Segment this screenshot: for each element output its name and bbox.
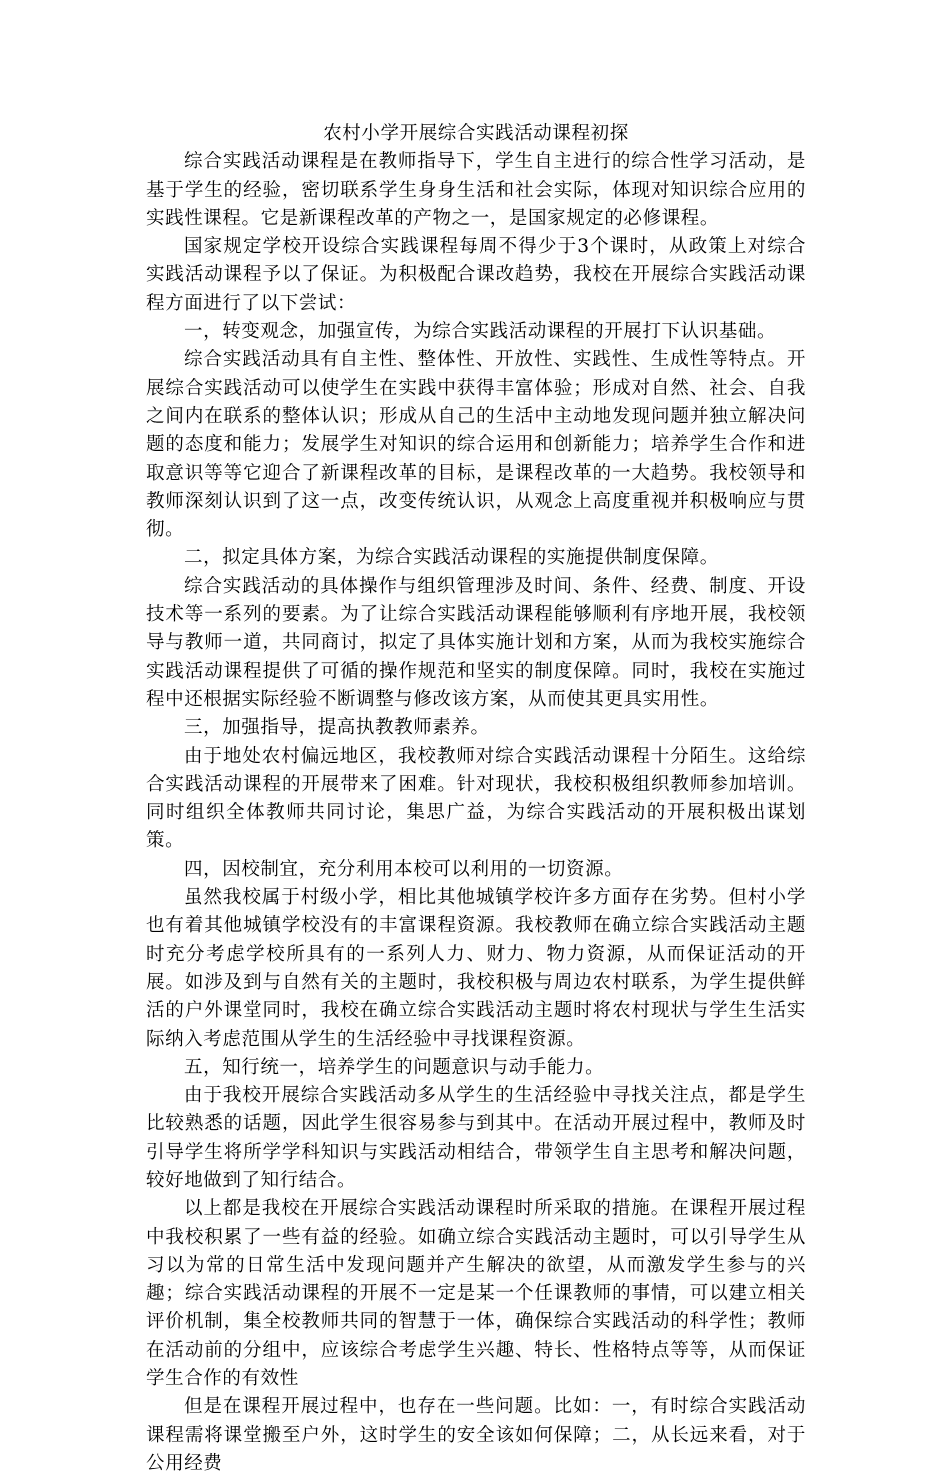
paragraph-section-5: 由于我校开展综合实践活动多从学生的生活经验中寻找关注点，都是学生比较熟悉的话题，因此学生很容易参与到其中。在活动开展过程中，教师及时引导学生将所学学科知识与实践活动相结合，带领学生自主思考和解决问题，较好地做到了知行结合。	[146, 1085, 806, 1191]
paragraph-section-3: 由于地处农村偏远地区，我校教师对综合实践活动课程十分陌生。这给综合实践活动课程的开展带来了困难。针对现状，我校积极组织教师参加培训。同时组织全体教师共同讨论，集思广益，为综合实践活动的开展积极出谋划策。	[146, 745, 806, 852]
section-heading-2: 二，拟定具体方案，为综合实践活动课程的实施提供制度保障。	[184, 547, 719, 569]
paragraph-section-1: 综合实践活动具有自主性、整体性、开放性、实践性、生成性等特点。开展综合实践活动可以使学生在实践中获得丰富体验；形成对自然、社会、自我之间内在联系的整体认识；形成从自己的生活中主动地发现问题并独立解决问题的态度和能力；发展学生对知识的综合运用和创新能力；培养学生合作和进取意识等等它迎合了新课程改革的目标，是课程改革的一大趋势。我校领导和教师深刻认识到了这一点，改变传统认识，从观念上高度重视并积极响应与贯彻。	[146, 349, 806, 541]
section-heading-3: 三，加强指导，提高执教教师素养。	[184, 717, 490, 739]
section-heading-1: 一，转变观念，加强宣传，为综合实践活动课程的开展打下认识基础。	[184, 321, 777, 343]
document-title: 农村小学开展综合实践活动课程初探	[323, 123, 629, 144]
paragraph-summary: 以上都是我校在开展综合实践活动课程时所采取的措施。在课程开展过程中我校积累了一些有益的经验。如确立综合实践活动主题时，可以引导学生从习以为常的日常生活中发现问题并产生解决的欲望，从而激发学生参与的兴趣；综合实践活动课程的开展不一定是某一个任课教师的事情，可以建立相关评价机制，集全校教师共同的智慧于一体，确保综合实践活动的科学性；教师在活动前的分组中，应该综合考虑学生兴趣、特长、性格特点等等，从而保证学生合作的有效性	[146, 1198, 806, 1390]
paragraph-intro-definition: 综合实践活动课程是在教师指导下，学生自主进行的综合性学习活动，是基于学生的经验，密切联系学生身身生活和社会实际，体现对知识综合应用的实践性课程。它是新课程改革的产物之一，是国家规定的必修课程。	[146, 151, 806, 229]
paragraph-section-4: 虽然我校属于村级小学，相比其他城镇学校许多方面存在劣势。但村小学也有着其他城镇学校没有的丰富课程资源。我校教师在确立综合实践活动主题时充分考虑学校所具有的一系列人力、财力、物力资源，从而保证活动的开展。如涉及到与自然有关的主题时，我校积极与周边农村联系，为学生提供鲜活的户外课堂同时，我校在确立综合实践活动主题时将农村现状与学生生活实际纳入考虑范围从学生的生活经验中寻找课程资源。	[146, 887, 806, 1050]
paragraph-section-2: 综合实践活动的具体操作与组织管理涉及时间、条件、经费、制度、开设技术等一系列的要素。为了让综合实践活动课程能够顺利有序地开展，我校领导与教师一道，共同商讨，拟定了具体实施计划和方案，从而为我校实施综合实践活动课程提供了可循的操作规范和坚实的制度保障。同时，我校在实施过程中还根据实际经验不断调整与修改该方案，从而使其更具实用性。	[146, 575, 806, 710]
document-page	[146, 120, 806, 1478]
section-heading-4: 四，因校制宜，充分利用本校可以利用的一切资源。	[184, 858, 624, 880]
section-heading-5: 五，知行统一，培养学生的问题意识与动手能力。	[184, 1056, 605, 1078]
paragraph-problems: 但是在课程开展过程中，也存在一些问题。比如：一，有时综合实践活动课程需将课堂搬至户外，这时学生的安全该如何保障；二，从长远来看，对于公用经费	[146, 1396, 806, 1474]
paragraph-national-requirement: 国家规定学校开设综合实践课程每周不得少于3个课时，从政策上对综合实践活动课程予以了保证。为积极配合课改趋势，我校在开展综合实践活动课程方面进行了以下尝试：	[146, 236, 806, 314]
